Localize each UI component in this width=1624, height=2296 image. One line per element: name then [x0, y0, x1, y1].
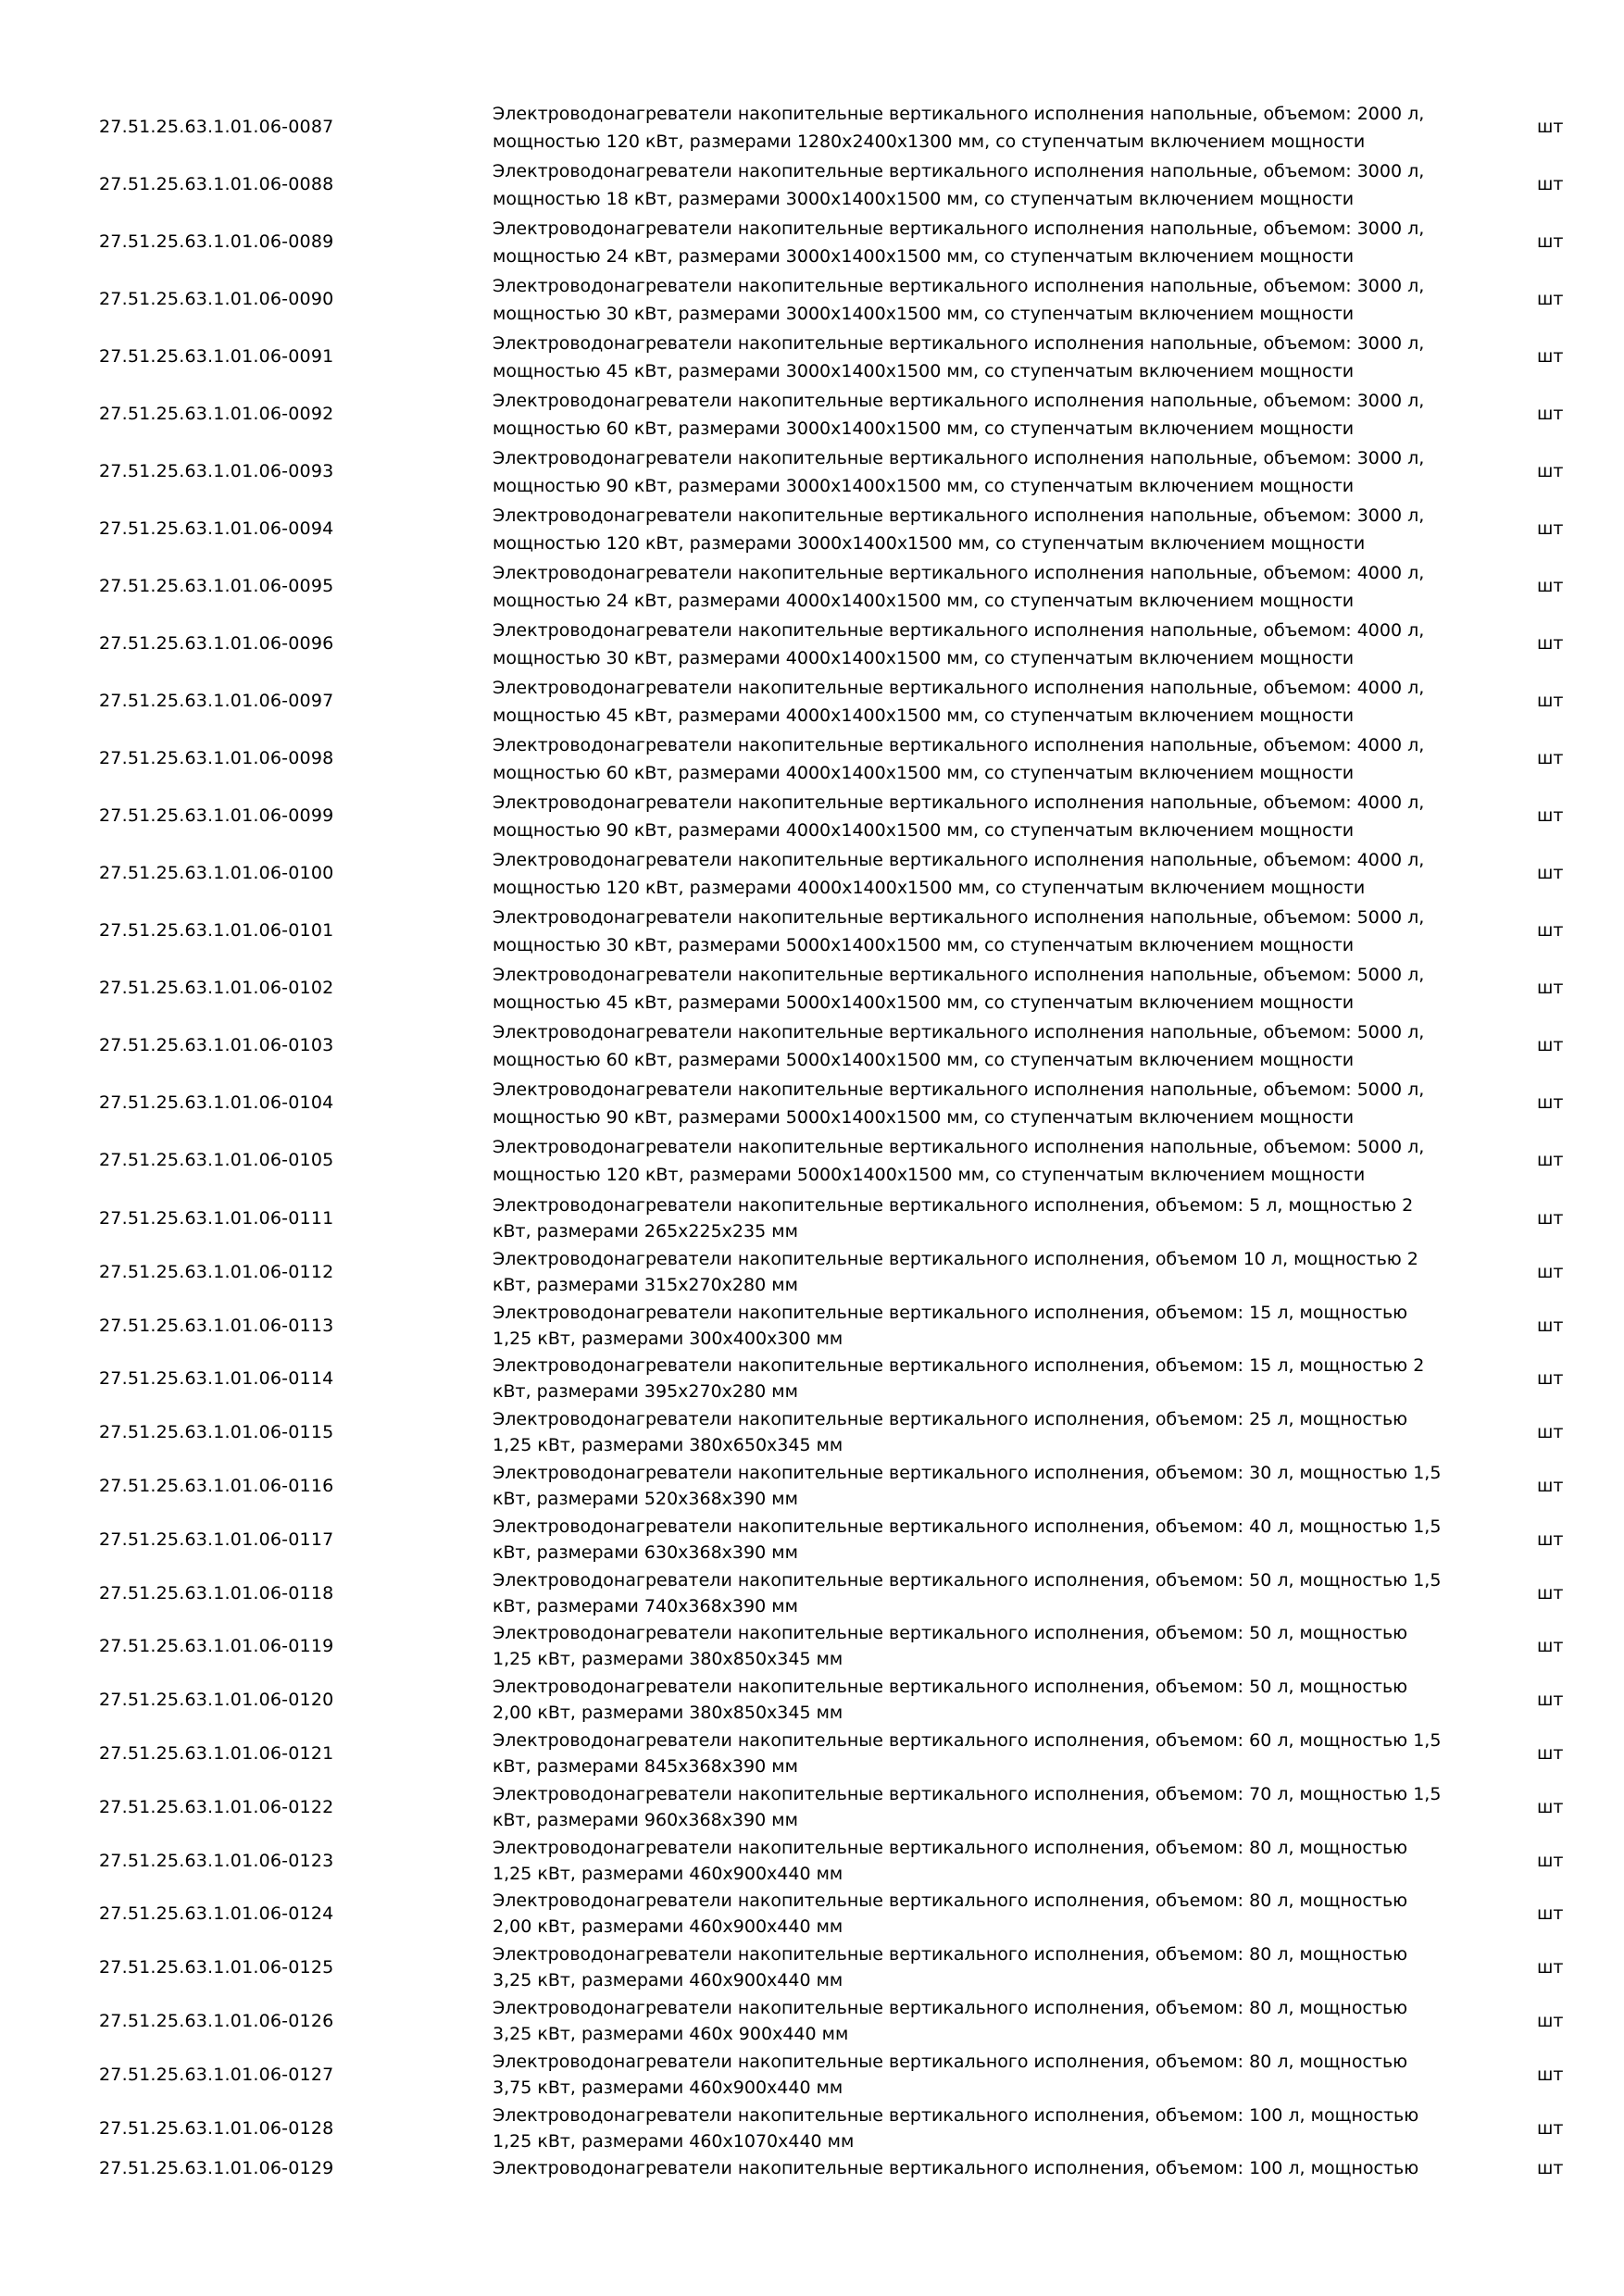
item-code: 27.51.25.63.1.01.06-0111	[99, 1208, 334, 1229]
item-description	[493, 674, 1455, 730]
description-line-2: мощностью 18 кВт, размерами 3000x1400x1500 мм, со ступенчатым включением мощности	[493, 189, 1355, 209]
item-description	[493, 215, 1455, 270]
item-description	[493, 1674, 1455, 1726]
item-unit: шт	[1537, 1035, 1564, 1055]
item-code: 27.51.25.63.1.01.06-0093	[99, 461, 334, 481]
item-code: 27.51.25.63.1.01.06-0101	[99, 920, 334, 941]
item-description	[493, 157, 1455, 213]
description-line-2: мощностью 120 кВт, размерами 1280x2400x1300 мм, со ступенчатым включением мощности	[493, 131, 1366, 152]
description-line-1: Электроводонагреватели накопительные вертикального исполнения, объемом: 80 л, мощностью	[493, 1890, 1408, 1912]
description-line-2: кВт, размерами 960x368x390 мм	[493, 1809, 798, 1830]
description-line-2: мощностью 60 кВт, размерами 5000x1400x1500 мм, со ступенчатым включением мощности	[493, 1050, 1355, 1070]
item-description	[493, 502, 1455, 557]
item-unit: шт	[1537, 863, 1564, 883]
item-description	[493, 2155, 1455, 2181]
item-unit: шт	[1537, 404, 1564, 424]
item-unit: шт	[1537, 1903, 1564, 1925]
description-line-2: 3,25 кВт, размерами 460x900x440 мм	[493, 1970, 843, 1991]
item-description	[493, 1133, 1455, 1189]
item-description	[493, 387, 1455, 443]
item-description	[493, 1728, 1455, 1779]
description-line-1: Электроводонагреватели накопительные вертикального исполнения напольные, объемом: 5000 л,	[493, 1022, 1425, 1042]
description-line-1: Электроводонагреватели накопительные вертикального исполнения напольные, объемом: 5000 л,	[493, 1137, 1425, 1157]
description-line-2: 1,25 кВт, размерами 460x900x440 мм	[493, 1863, 843, 1884]
item-unit: шт	[1537, 1636, 1564, 1657]
description-line-1: Электроводонагреватели накопительные вертикального исполнения напольные, объемом: 4000 л,	[493, 850, 1425, 870]
item-unit: шт	[1537, 346, 1564, 367]
description-line-2: кВт, размерами 315x270x280 мм	[493, 1274, 798, 1295]
description-line-1: Электроводонагреватели накопительные вертикального исполнения, объемом: 50 л, мощностью	[493, 1677, 1408, 1698]
description-line-1: Электроводонагреватели накопительные вертикального исполнения, объемом: 15 л, мощностью	[493, 1302, 1408, 1323]
item-unit: шт	[1537, 289, 1564, 309]
item-description	[493, 1300, 1455, 1352]
description-line-2: мощностью 120 кВт, размерами 4000x1400x1500 мм, со ступенчатым включением мощности	[493, 878, 1366, 898]
description-line-2: 1,25 кВт, размерами 300x400x300 мм	[493, 1328, 843, 1349]
description-line-2: мощностью 45 кВт, размерами 4000x1400x1500 мм, со ступенчатым включением мощности	[493, 705, 1355, 726]
description-line-2: 3,25 кВт, размерами 460x 900x440 мм	[493, 2024, 849, 2044]
description-line-1: Электроводонагреватели накопительные вертикального исполнения, объемом: 80 л, мощностью	[493, 1944, 1408, 1965]
description-line-2: мощностью 45 кВт, размерами 3000x1400x1500 мм, со ступенчатым включением мощности	[493, 361, 1355, 381]
item-code: 27.51.25.63.1.01.06-0104	[99, 1092, 334, 1113]
description-line-2: мощностью 60 кВт, размерами 3000x1400x1500 мм, со ступенчатым включением мощности	[493, 418, 1355, 439]
item-description	[493, 617, 1455, 672]
description-line-2: мощностью 24 кВт, размерами 4000x1400x1500 мм, со ступенчатым включением мощности	[493, 591, 1355, 611]
item-unit: шт	[1537, 1208, 1564, 1229]
item-code: 27.51.25.63.1.01.06-0114	[99, 1368, 334, 1390]
item-unit: шт	[1537, 1315, 1564, 1336]
item-code: 27.51.25.63.1.01.06-0105	[99, 1150, 334, 1170]
item-unit: шт	[1537, 231, 1564, 252]
item-unit: шт	[1537, 1743, 1564, 1764]
description-line-1: Электроводонагреватели накопительные вертикального исполнения, объемом: 80 л, мощностью	[493, 2051, 1408, 2072]
description-line-1: Электроводонагреватели накопительные вертикального исполнения, объемом 10 л, мощностью 2	[493, 1248, 1418, 1269]
item-unit: шт	[1537, 1422, 1564, 1443]
description-line-2: 3,75 кВт, размерами 460x900x440 мм	[493, 2077, 843, 2098]
item-description	[493, 1620, 1455, 1672]
item-code: 27.51.25.63.1.01.06-0116	[99, 1476, 334, 1496]
item-unit: шт	[1537, 1529, 1564, 1550]
description-line-2: 2,00 кВт, размерами 380x850x345 мм	[493, 1703, 843, 1724]
item-code: 27.51.25.63.1.01.06-0094	[99, 518, 334, 539]
item-description	[493, 444, 1455, 500]
item-description	[493, 1835, 1455, 1887]
description-line-2: 2,00 кВт, размерами 460x900x440 мм	[493, 1916, 843, 1938]
item-unit: шт	[1537, 1957, 1564, 1978]
item-code: 27.51.25.63.1.01.06-0112	[99, 1261, 334, 1282]
description-line-2: кВт, размерами 395x270x280 мм	[493, 1381, 798, 1403]
item-description	[493, 789, 1455, 844]
description-line-1: Электроводонагреватели накопительные вертикального исполнения напольные, объемом: 3000 л,	[493, 161, 1425, 181]
item-unit: шт	[1537, 805, 1564, 826]
item-unit: шт	[1537, 1150, 1564, 1170]
description-line-1: Электроводонагреватели накопительные вертикального исполнения, объемом: 50 л, мощностью	[493, 1623, 1408, 1644]
description-line-2: мощностью 120 кВт, размерами 3000x1400x1500 мм, со ступенчатым включением мощности	[493, 533, 1366, 554]
item-unit: шт	[1537, 2158, 1564, 2179]
item-unit: шт	[1537, 2064, 1564, 2085]
item-code: 27.51.25.63.1.01.06-0088	[99, 174, 334, 194]
item-description	[493, 1018, 1455, 1074]
description-line-2: кВт, размерами 740x368x390 мм	[493, 1595, 798, 1616]
item-unit: шт	[1537, 174, 1564, 194]
description-line-1: Электроводонагреватели накопительные вертикального исполнения, объемом: 5 л, мощностью 2	[493, 1195, 1414, 1216]
item-description	[493, 2103, 1455, 2154]
description-line-1: Электроводонагреватели накопительные вертикального исполнения напольные, объемом: 5000 л,	[493, 1079, 1425, 1100]
item-unit: шт	[1537, 576, 1564, 596]
item-code: 27.51.25.63.1.01.06-0127	[99, 2064, 334, 2085]
item-code: 27.51.25.63.1.01.06-0098	[99, 748, 334, 768]
description-line-2: 1,25 кВт, размерами 380x850x345 мм	[493, 1649, 843, 1670]
description-line-1: Электроводонагреватели накопительные вертикального исполнения напольные, объемом: 2000 л,	[493, 104, 1425, 124]
item-unit: шт	[1537, 691, 1564, 711]
item-unit: шт	[1537, 1582, 1564, 1603]
item-code: 27.51.25.63.1.01.06-0125	[99, 1957, 334, 1978]
description-line-1: Электроводонагреватели накопительные вертикального исполнения, объемом: 30 л, мощностью 1,5	[493, 1463, 1442, 1483]
item-unit: шт	[1537, 1261, 1564, 1282]
description-line-1: Электроводонагреватели накопительные вертикального исполнения напольные, объемом: 3000 л,	[493, 333, 1425, 354]
item-code: 27.51.25.63.1.01.06-0097	[99, 691, 334, 711]
description-line-2: мощностью 30 кВт, размерами 5000x1400x1500 мм, со ступенчатым включением мощности	[493, 935, 1355, 955]
item-unit: шт	[1537, 1690, 1564, 1711]
item-code: 27.51.25.63.1.01.06-0096	[99, 633, 334, 654]
item-description	[493, 100, 1455, 156]
item-unit: шт	[1537, 117, 1564, 137]
description-line-1: Электроводонагреватели накопительные вертикального исполнения напольные, объемом: 4000 л,	[493, 563, 1425, 583]
description-line-1: Электроводонагреватели накопительные вертикального исполнения напольные, объемом: 4000 л,	[493, 678, 1425, 698]
item-unit: шт	[1537, 518, 1564, 539]
description-line-2: мощностью 30 кВт, размерами 4000x1400x1500 мм, со ступенчатым включением мощности	[493, 648, 1355, 668]
item-description	[493, 904, 1455, 959]
description-line-1: Электроводонагреватели накопительные вертикального исполнения, объемом: 60 л, мощностью 1,5	[493, 1730, 1442, 1751]
item-description	[493, 1406, 1455, 1458]
item-description	[493, 846, 1455, 902]
item-code: 27.51.25.63.1.01.06-0129	[99, 2158, 334, 2179]
description-line-2: кВт, размерами 265x225x235 мм	[493, 1221, 798, 1242]
item-code: 27.51.25.63.1.01.06-0089	[99, 231, 334, 252]
description-line-2: 1,25 кВт, размерами 460x1070x440 мм	[493, 2130, 855, 2152]
item-code: 27.51.25.63.1.01.06-0100	[99, 863, 334, 883]
item-unit: шт	[1537, 1368, 1564, 1390]
description-line-1: Электроводонагреватели накопительные вертикального исполнения напольные, объемом: 3000 л,	[493, 505, 1425, 526]
description-line-1: Электроводонагреватели накопительные вертикального исполнения напольные, объемом: 4000 л,	[493, 735, 1425, 755]
item-code: 27.51.25.63.1.01.06-0087	[99, 117, 334, 137]
description-line-2: кВт, размерами 845x368x390 мм	[493, 1756, 798, 1777]
description-line-2: мощностью 90 кВт, размерами 4000x1400x1500 мм, со ступенчатым включением мощности	[493, 820, 1355, 841]
item-description	[493, 1076, 1455, 1131]
item-description	[493, 1353, 1455, 1404]
item-code: 27.51.25.63.1.01.06-0090	[99, 289, 334, 309]
description-line-1: Электроводонагреватели накопительные вертикального исполнения напольные, объемом: 4000 л,	[493, 792, 1425, 813]
item-code: 27.51.25.63.1.01.06-0095	[99, 576, 334, 596]
item-code: 27.51.25.63.1.01.06-0123	[99, 1850, 334, 1871]
item-description	[493, 1460, 1455, 1512]
description-line-1: Электроводонагреватели накопительные вертикального исполнения напольные, объемом: 5000 л,	[493, 965, 1425, 985]
item-unit: шт	[1537, 633, 1564, 654]
description-line-1: Электроводонагреватели накопительные вертикального исполнения напольные, объемом: 3000 л,	[493, 448, 1425, 468]
description-line-1: Электроводонагреватели накопительные вертикального исполнения, объемом: 40 л, мощностью 1,5	[493, 1516, 1442, 1537]
item-code: 27.51.25.63.1.01.06-0118	[99, 1582, 334, 1603]
description-line-1: Электроводонагреватели накопительные вертикального исполнения напольные, объемом: 5000 л,	[493, 907, 1425, 928]
item-description	[493, 1941, 1455, 1993]
description-line-1: Электроводонагреватели накопительные вертикального исполнения напольные, объемом: 3000 л,	[493, 391, 1425, 411]
description-line-2: мощностью 45 кВт, размерами 5000x1400x1500 мм, со ступенчатым включением мощности	[493, 992, 1355, 1013]
item-unit: шт	[1537, 461, 1564, 481]
item-description	[493, 2049, 1455, 2101]
item-unit: шт	[1537, 1092, 1564, 1113]
item-description	[493, 272, 1455, 328]
item-unit: шт	[1537, 2117, 1564, 2139]
description-line-1: Электроводонагреватели накопительные вертикального исполнения напольные, объемом: 3000 л,	[493, 276, 1425, 296]
description-line-2: мощностью 24 кВт, размерами 3000x1400x1500 мм, со ступенчатым включением мощности	[493, 246, 1355, 267]
item-code: 27.51.25.63.1.01.06-0122	[99, 1796, 334, 1817]
description-line-1: Электроводонагреватели накопительные вертикального исполнения, объемом: 15 л, мощностью 2	[493, 1355, 1425, 1377]
description-line-1: Электроводонагреватели накопительные вертикального исполнения, объемом: 80 л, мощностью	[493, 1998, 1408, 2018]
description-line-2: мощностью 60 кВт, размерами 4000x1400x1500 мм, со ступенчатым включением мощности	[493, 763, 1355, 783]
item-unit: шт	[1537, 920, 1564, 941]
item-code: 27.51.25.63.1.01.06-0091	[99, 346, 334, 367]
description-line-2: мощностью 30 кВт, размерами 3000x1400x1500 мм, со ступенчатым включением мощности	[493, 304, 1355, 324]
item-description	[493, 330, 1455, 385]
item-code: 27.51.25.63.1.01.06-0102	[99, 978, 334, 998]
description-line-2: 1,25 кВт, размерами 380x650x345 мм	[493, 1435, 843, 1456]
item-code: 27.51.25.63.1.01.06-0115	[99, 1422, 334, 1443]
item-code: 27.51.25.63.1.01.06-0124	[99, 1903, 334, 1925]
item-description	[493, 1888, 1455, 1940]
item-description	[493, 1995, 1455, 2047]
item-unit: шт	[1537, 1476, 1564, 1496]
description-line-2: кВт, размерами 520x368x390 мм	[493, 1489, 798, 1509]
item-code: 27.51.25.63.1.01.06-0103	[99, 1035, 334, 1055]
item-code: 27.51.25.63.1.01.06-0121	[99, 1743, 334, 1764]
item-code: 27.51.25.63.1.01.06-0119	[99, 1636, 334, 1657]
item-code: 27.51.25.63.1.01.06-0117	[99, 1529, 334, 1550]
description-line-1: Электроводонагреватели накопительные вертикального исполнения, объемом: 100 л, мощностью	[493, 2158, 1419, 2179]
description-line-1: Электроводонагреватели накопительные вертикального исполнения, объемом: 100 л, мощностью	[493, 2104, 1419, 2126]
description-line-2: кВт, размерами 630x368x390 мм	[493, 1541, 798, 1563]
item-description	[493, 731, 1455, 787]
description-line-1: Электроводонагреватели накопительные вертикального исполнения напольные, объемом: 3000 л,	[493, 218, 1425, 239]
item-unit: шт	[1537, 748, 1564, 768]
item-unit: шт	[1537, 978, 1564, 998]
description-line-2: мощностью 90 кВт, размерами 5000x1400x1500 мм, со ступенчатым включением мощности	[493, 1107, 1355, 1128]
description-line-1: Электроводонагреватели накопительные вертикального исполнения, объемом: 80 л, мощностью	[493, 1837, 1408, 1858]
item-code: 27.51.25.63.1.01.06-0092	[99, 404, 334, 424]
description-line-1: Электроводонагреватели накопительные вертикального исполнения, объемом: 50 л, мощностью 1,5	[493, 1569, 1442, 1591]
item-description	[493, 1514, 1455, 1566]
item-description	[493, 1781, 1455, 1833]
item-unit: шт	[1537, 1796, 1564, 1817]
description-line-2: мощностью 120 кВт, размерами 5000x1400x1500 мм, со ступенчатым включением мощности	[493, 1165, 1366, 1185]
item-code: 27.51.25.63.1.01.06-0128	[99, 2117, 334, 2139]
item-code: 27.51.25.63.1.01.06-0113	[99, 1315, 334, 1336]
item-description	[493, 1567, 1455, 1619]
item-unit: шт	[1537, 1850, 1564, 1871]
item-description	[493, 961, 1455, 1017]
item-description	[493, 559, 1455, 615]
description-line-1: Электроводонагреватели накопительные вертикального исполнения, объемом: 70 л, мощностью 1,5	[493, 1783, 1442, 1804]
item-code: 27.51.25.63.1.01.06-0099	[99, 805, 334, 826]
item-description	[493, 1192, 1455, 1244]
item-code: 27.51.25.63.1.01.06-0126	[99, 2011, 334, 2031]
description-line-1: Электроводонагреватели накопительные вертикального исполнения, объемом: 25 л, мощностью	[493, 1409, 1408, 1430]
item-unit: шт	[1537, 2011, 1564, 2031]
item-description	[493, 1246, 1455, 1298]
description-line-1: Электроводонагреватели накопительные вертикального исполнения напольные, объемом: 4000 л,	[493, 620, 1425, 641]
description-line-2: мощностью 90 кВт, размерами 3000x1400x1500 мм, со ступенчатым включением мощности	[493, 476, 1355, 496]
item-code: 27.51.25.63.1.01.06-0120	[99, 1690, 334, 1711]
